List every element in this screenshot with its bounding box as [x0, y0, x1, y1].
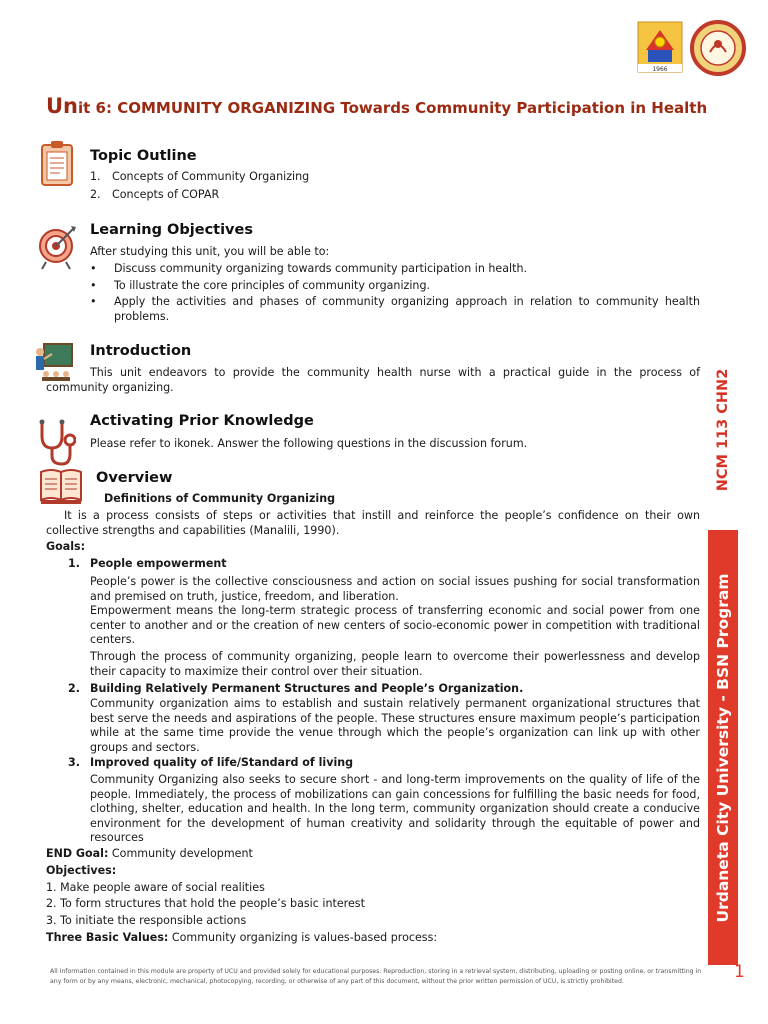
list-item: • Apply the activities and phases of community organizing approach in relation to community health problems.: [90, 295, 700, 323]
overview-heading: Overview: [96, 470, 173, 486]
target-icon: [38, 224, 78, 270]
learning-objectives-heading: Learning Objectives: [90, 222, 253, 238]
clipboard-icon: [40, 140, 74, 186]
objective-1: 1. Make people aware of social realities: [46, 881, 265, 894]
introduction-text: This unit endeavors to provide the community health nurse with a practical guide in the process of community organizing.: [46, 366, 700, 394]
page-number: 1: [734, 962, 745, 982]
three-basic-values: Three Basic Values: Community organizing is values-based process:: [46, 931, 438, 944]
learning-objectives-list: [90, 262, 700, 324]
footer-disclaimer: All information contained in this module are property of UCU and provided solely for educational purposes. Reproduction, storing in a retrieval system, distributing, uploading or posting online, or transmitting in any form or by any means, electronic, mechanical, photocopying, recording, or otherwise of any part of this document, without the prior written permission of UCU, is strictly prohibited.: [50, 968, 702, 985]
program-label: Urdaneta City University - BSN Program: [714, 572, 732, 923]
ucu-seal-logo: [690, 20, 746, 76]
learning-objectives-intro: After studying this unit, you will be able to:: [90, 245, 330, 258]
overview-subheading: Definitions of Community Organizing: [104, 492, 336, 505]
unit-title-rest: it 6: COMMUNITY ORGANIZING Towards Community Participation in Health: [78, 99, 708, 117]
topic-outline-heading: Topic Outline: [90, 148, 197, 164]
list-item: • Discuss community organizing towards community participation in health.: [90, 262, 528, 275]
objective-3: 3. To initiate the responsible actions: [46, 914, 247, 927]
goals-label: Goals:: [46, 540, 86, 553]
unit-title-prefix: Un: [46, 94, 79, 118]
definition-text: It is a process consists of steps or activities that instill and reinforce the people’s confidence on their own collective strengths and capabilities (Manalili, 1990).: [46, 509, 700, 537]
stethoscope-icon: [36, 418, 76, 466]
prior-knowledge-text: Please refer to ikonek. Answer the following questions in the discussion forum.: [90, 437, 528, 450]
introduction-heading: Introduction: [90, 343, 192, 359]
topic-outline-list: [90, 170, 690, 202]
objective-2: 2. To form structures that hold the people’s basic interest: [46, 897, 365, 910]
prior-knowledge-heading: Activating Prior Knowledge: [90, 413, 314, 429]
goal-1-paragraph-3: Through the process of community organizing, people learn to overcome their powerlessness and develop their capacity to maximize their control over their situation.: [90, 650, 700, 678]
goal-1-title: 1. People empowerment: [68, 557, 227, 570]
course-code-label: NCM 113 CHN2: [715, 368, 731, 492]
end-goal: END Goal: Community development: [46, 847, 253, 860]
open-book-icon: [38, 466, 84, 506]
goal-3-title: 3. Improved quality of life/Standard of living: [68, 756, 354, 769]
list-item: 2. Concepts of COPAR: [90, 187, 220, 201]
goal-1-paragraph-2: Empowerment means the long-term strategic process of transferring economic and social power from one center to another and or the creation of new centers of socio-economic power in competition with traditional centers.: [90, 604, 700, 646]
goal-3-paragraph-1: Community Organizing also seeks to secure short - and long-term improvements on the quality of life of the people. Immediately, the process of mobilizations can gain concessions for fulfilling the basic needs for food, clothing, shelter, education and health. In the long term, community organization should create a conducive environment for the development of human creativity and solidarity through the equitable of power and resources: [90, 773, 700, 844]
list-item: • To illustrate the core principles of community organizing.: [90, 278, 431, 292]
goal-2-paragraph-1: Community organization aims to establish and sustain relatively permanent organizational structures that best serve the needs and aspirations of the people. These structures ensure maximum people’s participation while at the same time provide the venue through which the people’s organization can link up with other groups and sectors.: [90, 697, 700, 754]
objectives-label: Objectives:: [46, 864, 117, 877]
list-item: 1. Concepts of Community Organizing: [90, 170, 310, 183]
svg-text:1966: 1966: [652, 66, 668, 73]
goal-2-title: 2. Building Relatively Permanent Structures and People’s Organization.: [68, 682, 524, 695]
ph-seal-logo: [636, 20, 684, 76]
goal-1-paragraph-1: People’s power is the collective consciousness and action on social issues pushing for social transformation and premised on truth, justice, freedom, and liberation.: [90, 575, 700, 603]
unit-title: [46, 94, 707, 118]
